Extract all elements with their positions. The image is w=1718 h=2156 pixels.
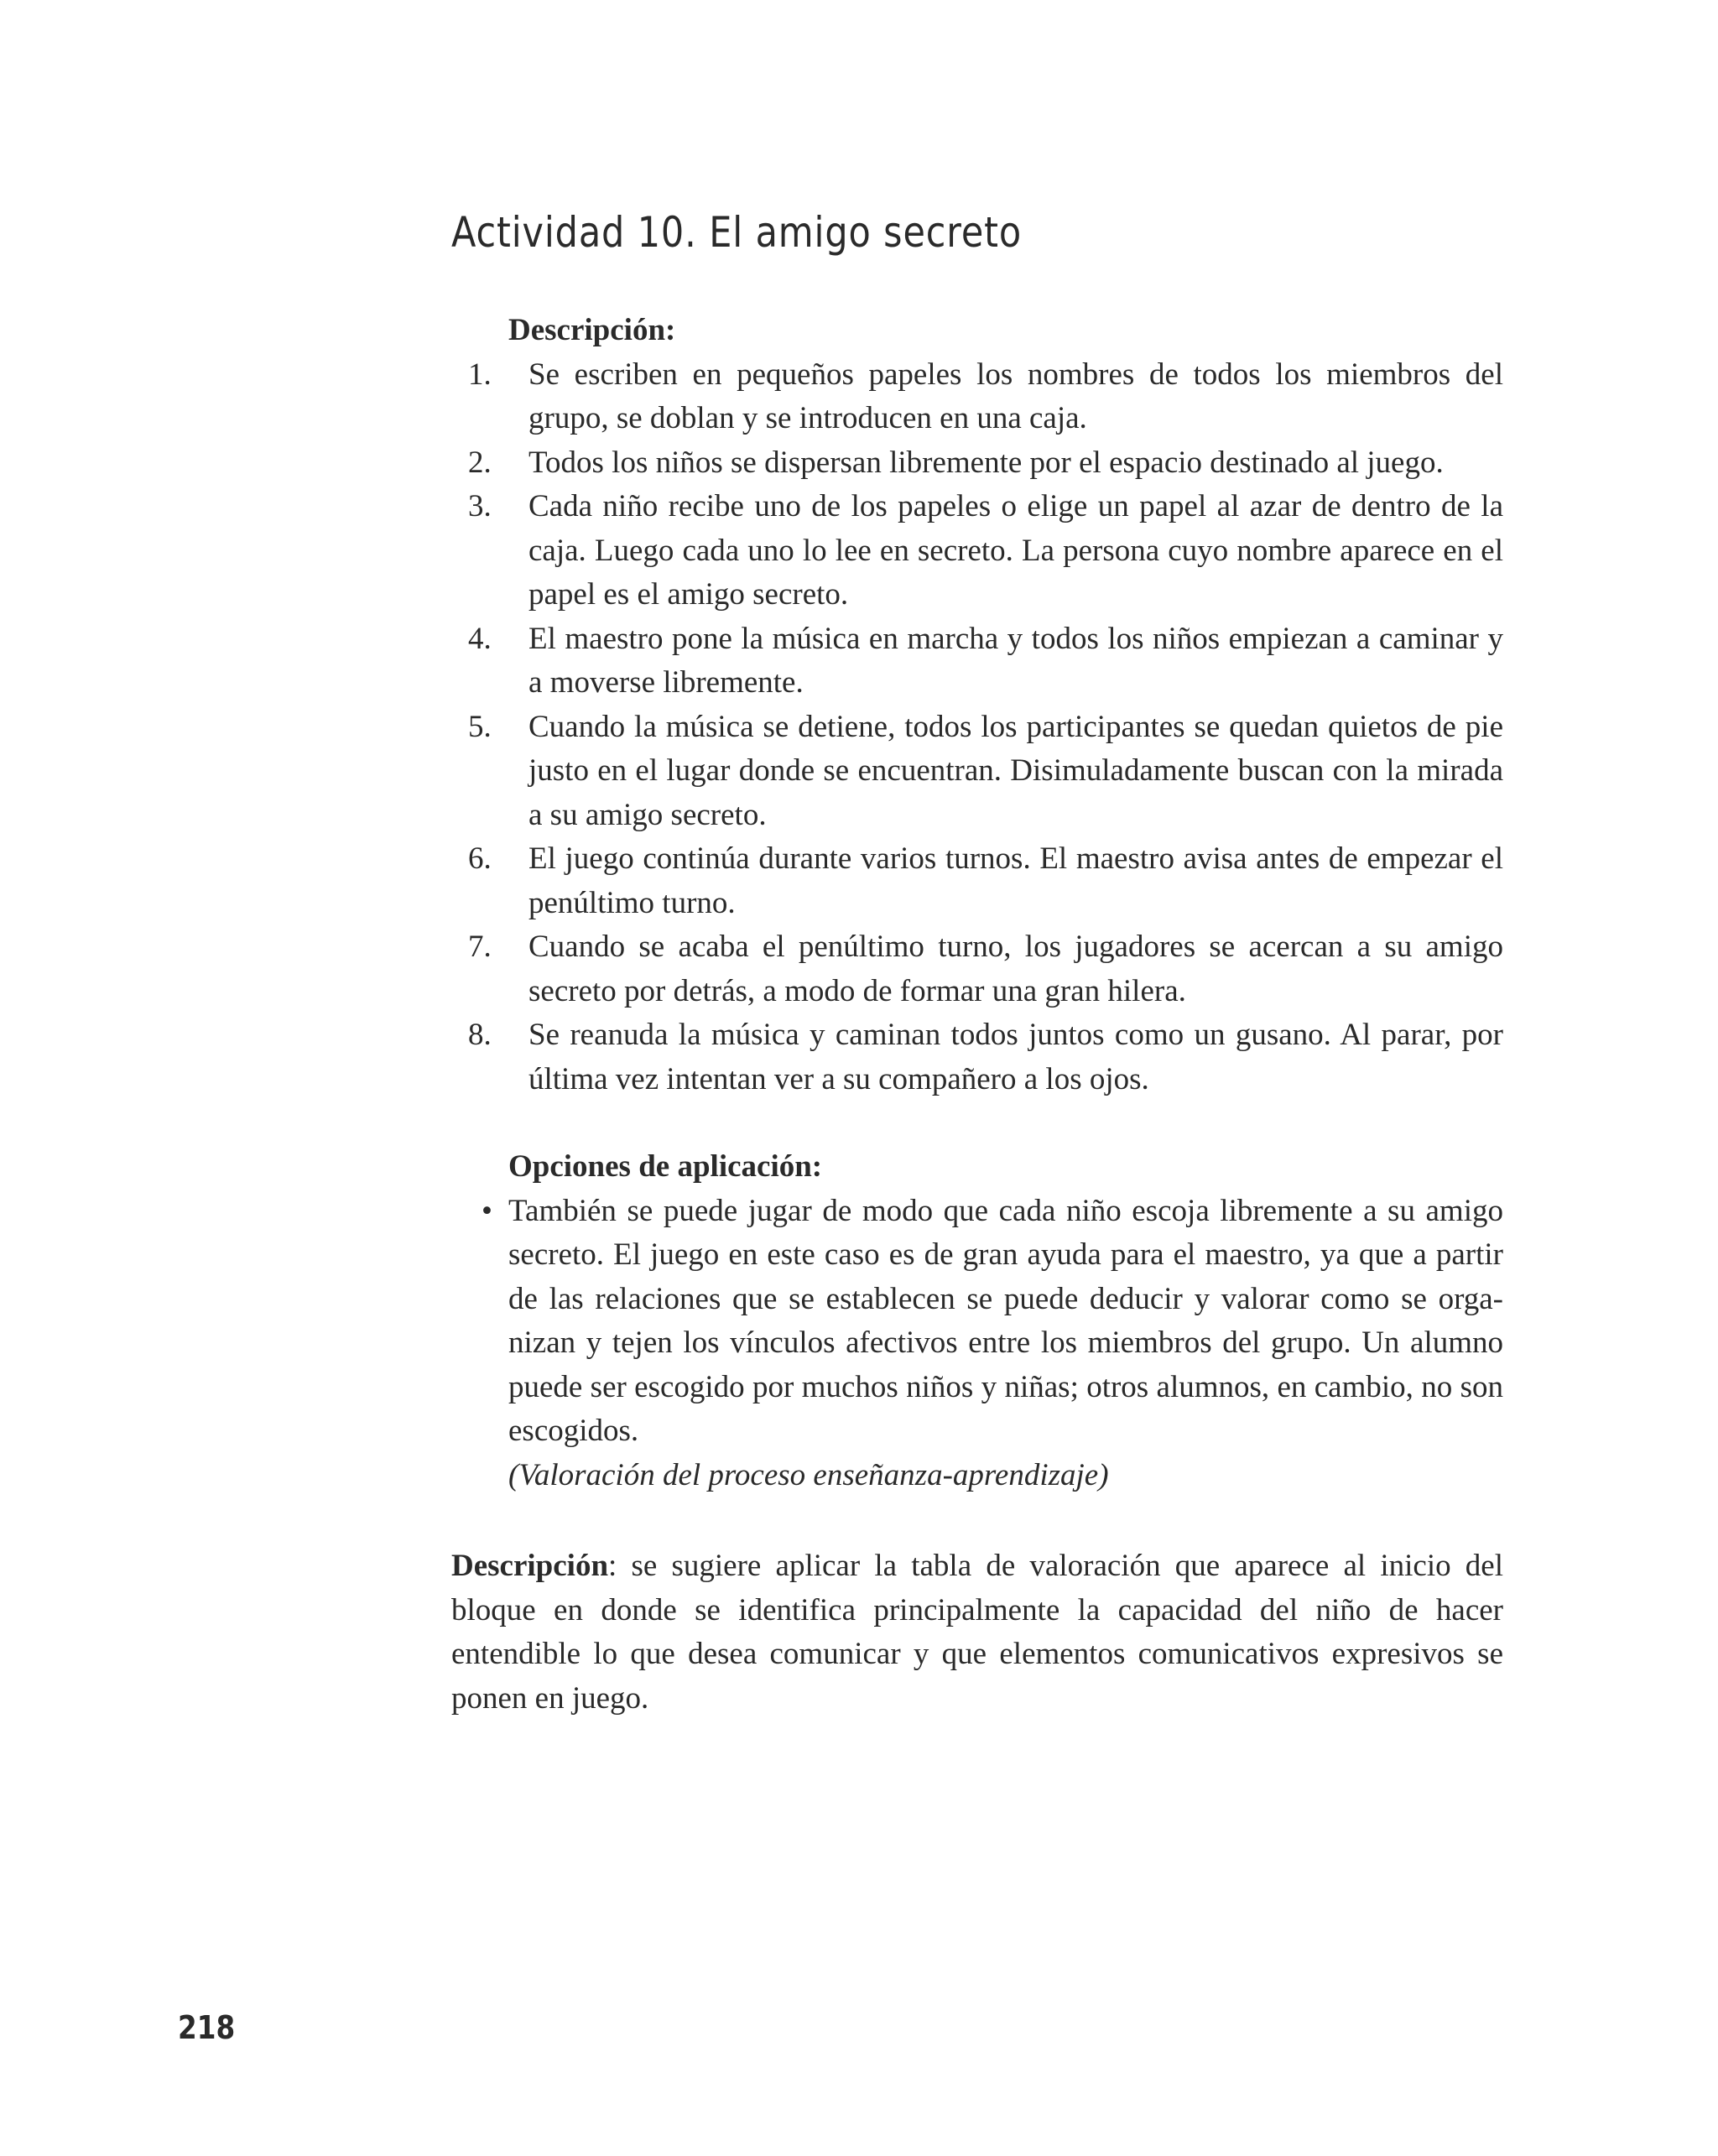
step-text: Se reanuda la música y caminan todos juntos como un gusano. Al parar, por última vez intentan ver a su compañero a los ojos. xyxy=(528,1018,1503,1096)
assessment-label: Descripción xyxy=(451,1549,609,1583)
step-text: Se escriben en pequeños papeles los nombres de todos los miembros del grupo, se doblan y se introducen en una caja. xyxy=(528,357,1503,435)
list-item xyxy=(451,485,1503,617)
assessment-note: (Valoración del proceso enseñanza-aprendizaje) xyxy=(508,1457,1109,1492)
options-list xyxy=(451,1190,1503,1454)
step-text: El juego continúa durante varios turnos. El maestro avisa antes de empezar el penúltimo turno. xyxy=(528,841,1503,920)
step-number: 2. xyxy=(468,445,492,480)
step-number: 6. xyxy=(468,841,492,876)
list-item xyxy=(451,1013,1503,1101)
step-text: Cada niño recibe uno de los papeles o elige un papel al azar de dentro de la caja. Luego cada uno lo lee en secreto. La persona cuyo nombre aparece en el papel es el amigo secreto. xyxy=(528,489,1503,612)
options-heading: Opciones de aplicación: xyxy=(508,1149,823,1184)
bullet-icon: • xyxy=(482,1193,492,1228)
option-text: También se puede jugar de modo que cada niño escoja libremente a su amigo secreto. El juego en este caso es de gran ayuda para el maestro, ya que a partir de las relaciones que se establecen se puede deducir y valorar como se organizan y tejen los vínculos afectivos entre los miembros del grupo. Un alumno puede ser escogido por muchos niños y niñas; otros alumnos, en cambio, no son escogidos. xyxy=(508,1193,1503,1448)
step-text: Cuando la música se detiene, todos los participantes se quedan quietos de pie justo en el lugar donde se encuentran. Disimuladamente buscan con la mirada a su amigo secreto. xyxy=(528,709,1503,832)
page-title: Actividad 10. El amigo secreto xyxy=(451,208,1023,257)
steps-list xyxy=(451,353,1503,1102)
step-text: Todos los niños se dispersan libremente por el espacio destinado al juego. xyxy=(528,445,1444,480)
list-item xyxy=(451,353,1503,441)
description-heading: Descripción: xyxy=(508,313,676,347)
list-item xyxy=(451,441,1503,486)
list-item xyxy=(451,925,1503,1013)
list-item xyxy=(451,706,1503,838)
step-number: 1. xyxy=(468,357,492,392)
step-number: 3. xyxy=(468,489,492,523)
assessment-paragraph xyxy=(451,1544,1503,1721)
step-text: Cuando se acaba el penúltimo turno, los jugadores se acercan a su amigo secreto por detrás, a modo de formar una gran hilera. xyxy=(528,930,1503,1008)
list-item xyxy=(451,617,1503,706)
spacer xyxy=(451,1101,1503,1145)
step-number: 5. xyxy=(468,709,492,744)
step-number: 8. xyxy=(468,1018,492,1052)
page-content xyxy=(451,309,1503,1721)
assessment-text: : se sugiere aplicar la tabla de valoración que aparece al inicio del bloque en donde se identifica principalmente la capacidad del niño de hacer entendible lo que desea comunicar y que elementos comunicativos expresivos se ponen en juego. xyxy=(451,1549,1503,1716)
page-number: 218 xyxy=(178,2009,236,2046)
spacer xyxy=(451,1497,1503,1544)
step-text: El maestro pone la música en marcha y todos los niños empiezan a caminar y a moverse libremente. xyxy=(528,621,1503,700)
list-item xyxy=(451,837,1503,925)
step-number: 4. xyxy=(468,621,492,656)
list-item xyxy=(451,1190,1503,1454)
step-number: 7. xyxy=(468,930,492,964)
